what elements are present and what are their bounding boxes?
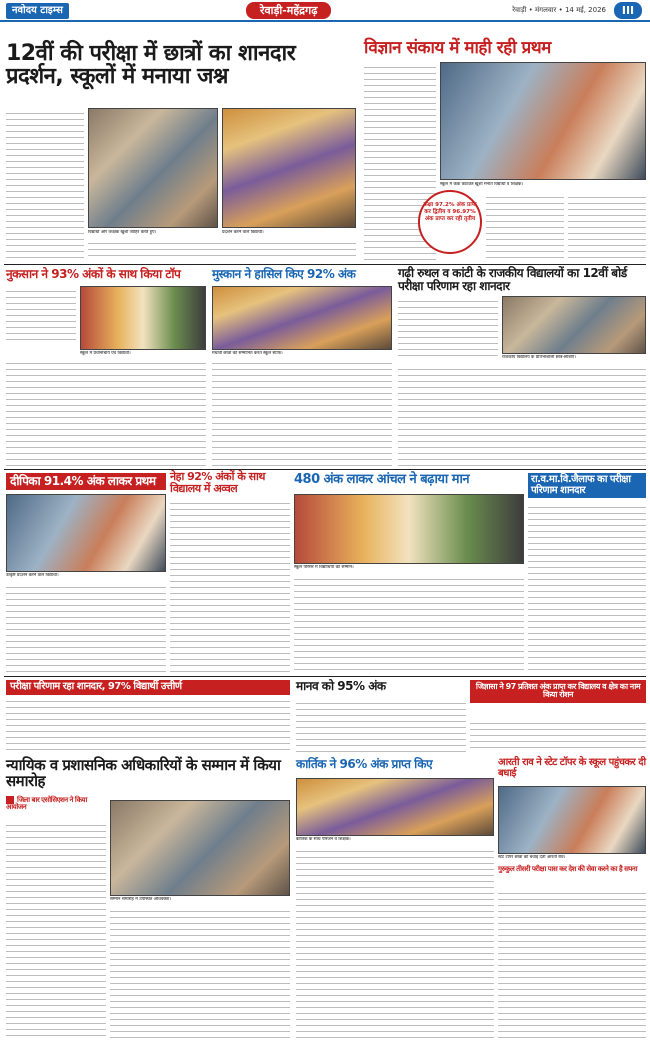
story-12-headline: जिज्ञासा ने 97 प्रतिशत अंक प्राप्त कर विद्यालय व क्षेत्र का नाम किया रोशन: [470, 680, 646, 703]
dateline: रेवाड़ी • मंगलवार • 14 मई, 2026: [512, 6, 606, 14]
story-2-caption: स्कूल में केक काटकर खुशी मनाते विद्यार्थी व शिक्षक।: [440, 182, 524, 187]
story-5-photo: [502, 296, 646, 354]
story-14-caption: कार्तिक के साथ परिजन व शिक्षक।: [296, 837, 351, 842]
story-1-body: [88, 238, 356, 260]
story-1-caption-2: प्रदर्शन करने वाले विद्यार्थी।: [222, 230, 264, 235]
story-6-body: [6, 582, 166, 672]
story-2-headline: विज्ञान संकाय में माही रही प्रथम: [364, 38, 551, 58]
story-4-photo: [212, 286, 392, 350]
divider: [4, 469, 646, 470]
story-10-body: [6, 696, 290, 752]
story-7-headline: नेहा 92% अंकों के साथ विद्यालय में अव्वल: [170, 470, 265, 495]
story-1-photo-right: [222, 108, 356, 228]
story-1-photo-left: [88, 108, 218, 228]
story-2-column-3: [568, 192, 646, 260]
story-8-photo: [294, 494, 524, 564]
story-13-body: [110, 906, 290, 1038]
story-3-body: [6, 358, 206, 466]
story-6-headline: दीपिका 91.4% अंक लाकर प्रथम: [6, 473, 166, 490]
story-6-photo: [6, 494, 166, 572]
story-13-headline: न्यायिक व प्रशासनिक अधिकारियों के सम्मान में किया समारोह: [6, 756, 281, 790]
story-1-headline: 12वीं की परीक्षा में छात्रों का शानदार प्रदर्शन, स्कूलों में मनाया जश्न: [6, 41, 296, 90]
divider: [4, 676, 646, 677]
story-3-headline: नुकसान ने 93% अंकों के साथ किया टॉप: [6, 267, 181, 281]
story-12-body: [470, 718, 646, 752]
story-4-body: [212, 358, 392, 466]
story-9-headline: रा.व.मा.वि.जैलाफ का परीक्षा परिणाम शानदार: [528, 473, 646, 498]
story-6-caption: उत्कृष्ट प्रदर्शन करने वाले विद्यार्थी।: [6, 573, 59, 578]
story-13-subhead: [6, 796, 106, 812]
highlight-circle: कक्षा 97.2% अंक प्राप्त कर द्वितीय व 96.97% अंक प्राप्त कर रही तृतीय: [418, 190, 482, 254]
story-14-headline: कार्तिक ने 96% अंक प्राप्त किए: [296, 757, 433, 771]
story-11-body: [296, 698, 466, 752]
story-13-photo: [110, 800, 290, 896]
story-5-column-1: [398, 296, 498, 360]
story-2-photo: [440, 62, 646, 180]
divider: [4, 264, 646, 265]
story-1-column: [6, 108, 84, 258]
story-2-column-2: [486, 192, 564, 260]
story-5-body: [398, 364, 646, 466]
story-14-body: [296, 846, 494, 1038]
story-13-column: [6, 820, 106, 1038]
section-title: रेवाड़ी-महेंद्रगढ़: [246, 2, 331, 19]
newspaper-brand: नवोदय टाइम्स: [6, 3, 69, 19]
story-8-caption: स्कूल परिसर में विद्यार्थियों का सम्मान।: [294, 565, 354, 570]
story-15-subhead: गुरुकुल तीसरी परीक्षा पास कर देश की सेवा करने का है सपना: [498, 865, 638, 873]
story-3-caption: स्कूल में प्रधानाचार्य एवं विद्यार्थी।: [80, 351, 131, 356]
story-3-photo: [80, 286, 206, 350]
story-7-body: [170, 498, 290, 672]
story-13-subhead-text: जिला बार एसोसिएशन ने किया आयोजन: [6, 796, 87, 812]
story-15-caption: स्टेट टॉपर छात्रा को बधाई देती आरती राव।: [498, 855, 566, 860]
story-15-photo: [498, 786, 646, 854]
story-5-headline: गढ़ी रुथल व कांटी के राजकीय विद्यालयों का 12वीं बोर्ड परीक्षा परिणाम रहा शानदार: [398, 266, 627, 293]
story-10-headline: परीक्षा परिणाम रहा शानदार, 97% विद्यार्थी उत्तीर्ण: [6, 680, 290, 695]
story-11-headline: मानव को 95% अंक: [296, 679, 386, 693]
story-15-body: [498, 888, 646, 1038]
story-15-headline: आरती राव ने स्टेट टॉपर के स्कूल पहुंचकर दी बधाई: [498, 757, 646, 779]
story-4-caption: मेधावी छात्रों को सम्मानित करते स्कूल स्टाफ।: [212, 351, 283, 356]
story-1-caption: विद्यार्थी और शिक्षक खुशी जाहिर करते हुए।: [88, 230, 157, 235]
story-4-headline: मुस्कान ने हासिल किए 92% अंक: [212, 267, 356, 281]
story-5-caption: राजकीय विद्यालय के प्रतिभाशाली छात्र-छात्राएं।: [502, 355, 576, 360]
story-9-body: [528, 502, 646, 672]
story-8-headline: 480 अंक लाकर आंचल ने बढ़ाया मान: [294, 472, 470, 487]
page-number: III: [614, 2, 642, 19]
story-3-column-1: [6, 286, 76, 344]
story-8-body: [294, 574, 524, 672]
story-13-caption: सम्मान समारोह में उपस्थित अधिवक्ता।: [110, 897, 171, 902]
story-14-photo: [296, 778, 494, 836]
